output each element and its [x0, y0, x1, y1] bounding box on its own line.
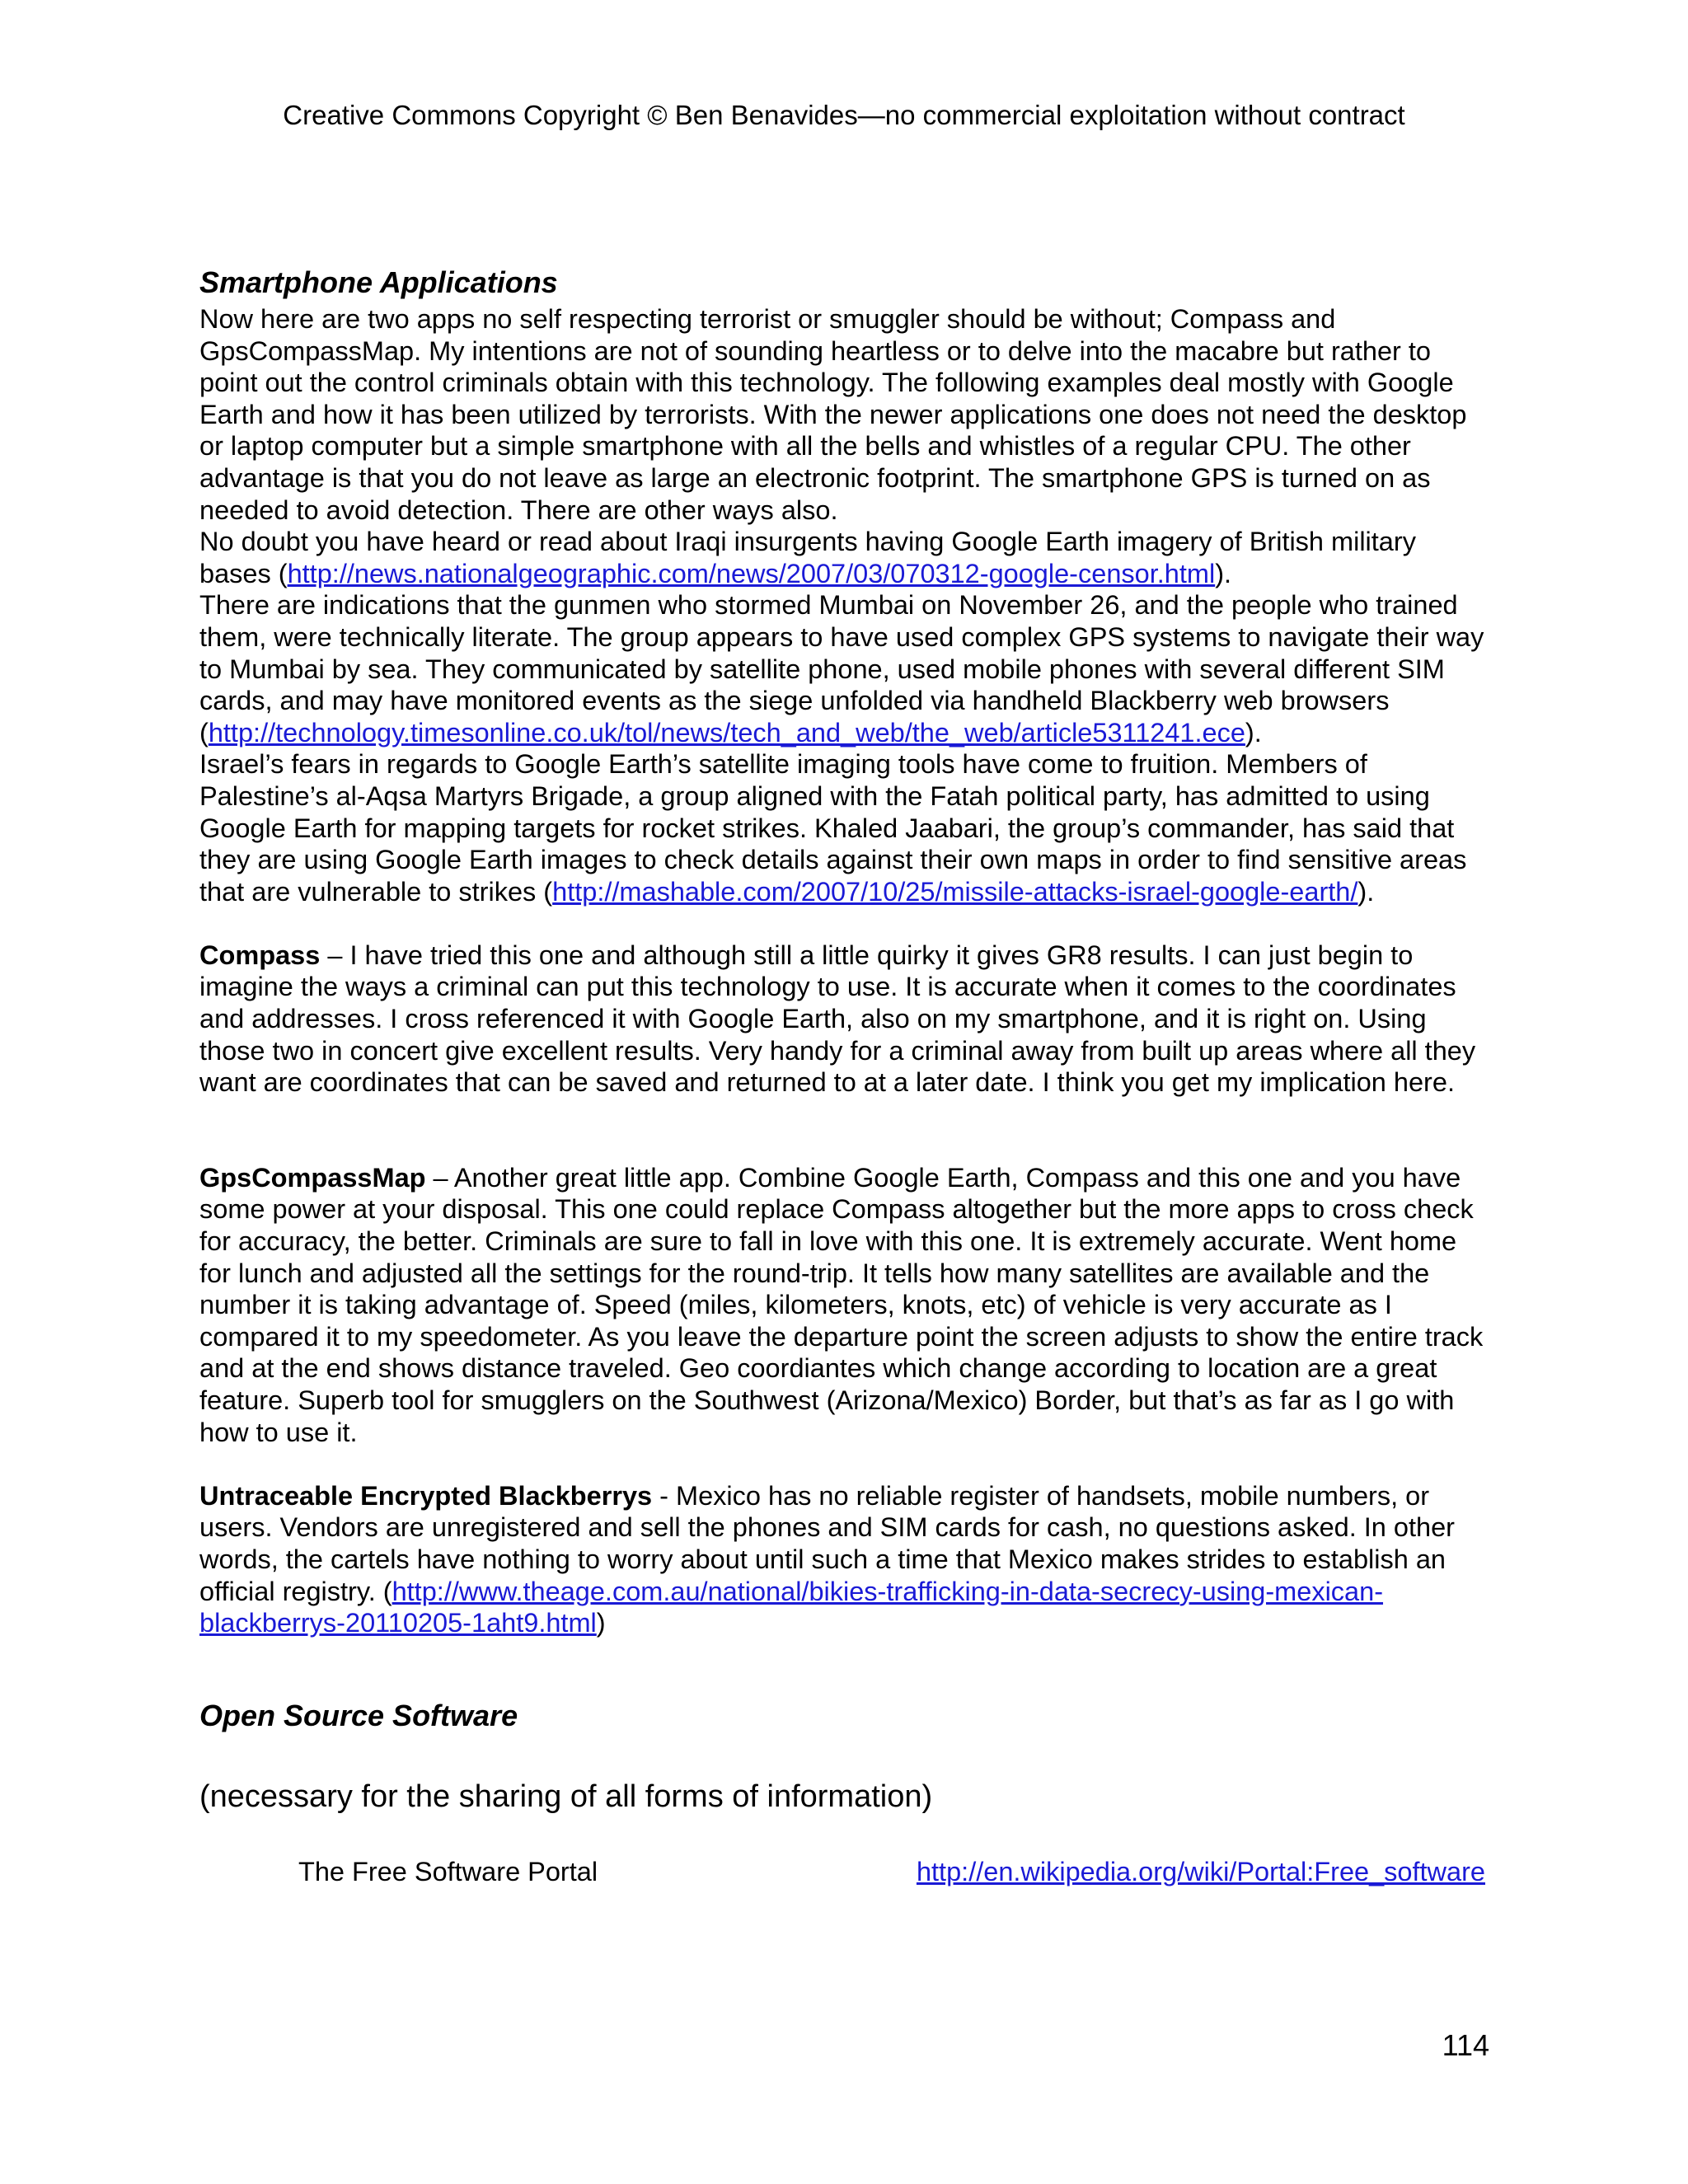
israel-link[interactable]: http://mashable.com/2007/10/25/missile-attacks-israel-google-earth/: [552, 876, 1358, 907]
israel-end: ).: [1357, 876, 1375, 907]
iraq-end: ).: [1215, 558, 1232, 588]
portal-link[interactable]: http://en.wikipedia.org/wiki/Portal:Free_software: [916, 1856, 1485, 1886]
portal-name: The Free Software Portal: [298, 1856, 598, 1886]
blackberry-paragraph: [199, 1480, 1490, 1639]
compass-paragraph: [199, 940, 1490, 1099]
spacer: [199, 1099, 1490, 1162]
iraq-text: No doubt you have heard or read about Iraqi insurgents having Google Earth imagery of British military bases (: [199, 527, 1416, 588]
spacer: [199, 1817, 1490, 1854]
mumbai-end: ).: [1245, 717, 1262, 748]
gpscompassmap-text: – Another great little app. Combine Google Earth, Compass and this one and you have some power at your disposal. This one could replace Compass altogether but the more apps to cross check for accuracy, the better. Criminals are sure to fall in love with this one. It is extremely accurate. Went home for lunch and adjusted all the settings for the round-trip. It tells how many satellites are available and the number it is taking advantage of. Speed (miles, kilometers, knots, etc) of vehicle is very accurate as I compared it to my speedometer. As you leave the departure point the screen adjusts to show the entire track and at the end shows distance traveled. Geo coordiantes which change according to location are a great feature. Superb tool for smugglers on the Southwest (Arizona/Mexico) Border, but that’s as far as I go with how to use it.: [199, 1162, 1484, 1447]
gpscompassmap-title: GpsCompassMap: [199, 1162, 426, 1193]
copyright-header: Creative Commons Copyright © Ben Benavides—no commercial exploitation without contract: [283, 100, 1405, 130]
smartphone-intro-paragraph: Now here are two apps no self respecting terrorist or smuggler should be without; Compass and GpsCompassMap. My intentions are not of sounding heartless or to delve into the macabre but rather to point out the control criminals obtain with this technology. The following examples deal mostly with Google Earth and how it has been utilized by terrorists. With the newer applications one does not need the desktop or laptop computer but a simple smartphone with all the bells and whistles of a regular CPU. The other advantage is that you do not leave as large an electronic footprint. The smartphone GPS is turned on as needed to avoid detection. There are other ways also.: [199, 304, 1467, 525]
open-source-subtitle: (necessary for the sharing of all forms of information): [199, 1779, 933, 1814]
mumbai-text: There are indications that the gunmen who stormed Mumbai on November 26, and the people who trained them, were technically literate. The group appears to have used complex GPS systems to navigate their way to Mumbai by sea. They communicated by satellite phone, used mobile phones with several different SIM cards, and may have monitored events as the siege unfolded via handheld Blackberry web browsers: [199, 590, 1484, 716]
spacer: [199, 907, 1490, 940]
mumbai-open: (: [199, 717, 209, 748]
open-source-heading: Open Source Software: [199, 1698, 518, 1732]
israel-text: Israel’s fears in regards to Google Earth’s satellite imaging tools have come to fruition. Members of Palestine’s al-Aqsa Martyrs Brigade, a group aligned with the Fatah political party, has admitted to using Google Earth for mapping targets for rocket strikes. Khaled Jaabari, the group’s commander, has said that they are using Google Earth images to check details against their own maps in order to find sensitive areas that are vulnerable to strikes (: [199, 749, 1467, 907]
compass-text: – I have tried this one and although still a little quirky it gives GR8 results. I can just begin to imagine the ways a criminal can put this technology to use. It is accurate when it comes to the coordinates and addresses. I cross referenced it with Google Earth, also on my smartphone, and it is right on. Using those two in concert give excellent results. Very handy for a criminal away from built up areas where all they want are coordinates that can be saved and returned to at a later date. I think you get my implication here.: [199, 940, 1476, 1098]
spacer: [199, 1736, 1490, 1776]
smartphone-heading: Smartphone Applications: [199, 265, 558, 299]
mumbai-paragraph: [199, 589, 1490, 748]
blackberry-title: Untraceable Encrypted Blackberrys: [199, 1480, 653, 1511]
israel-paragraph: [199, 748, 1490, 907]
page-number: 114: [1442, 2028, 1489, 2062]
blackberry-text: - Mexico has no reliable register of handsets, mobile numbers, or users. Vendors are unregistered and sell the phones and SIM cards for cash, no questions asked. In other words, the cartels have nothing to worry about until such a time that Mexico makes strides to establish an official registry. (: [199, 1480, 1455, 1606]
compass-title: Compass: [199, 940, 321, 970]
portal-row: [199, 1854, 1490, 1890]
spacer: [199, 1448, 1490, 1480]
mumbai-link[interactable]: http://technology.timesonline.co.uk/tol/news/tech_and_web/the_web/article5311241.ece: [208, 717, 1245, 748]
blackberry-link[interactable]: http://www.theage.com.au/national/bikies-trafficking-in-data-secrecy-using-mexican-blackberrys-20110205-1aht9.html: [199, 1576, 1384, 1638]
iraq-paragraph: [199, 526, 1490, 589]
blackberry-end: ): [596, 1608, 606, 1638]
page-content: [199, 262, 1490, 1890]
spacer: [199, 1639, 1490, 1695]
iraq-link[interactable]: http://news.nationalgeographic.com/news/2007/03/070312-google-censor.html: [287, 558, 1216, 588]
gpscompassmap-paragraph: [199, 1162, 1490, 1448]
